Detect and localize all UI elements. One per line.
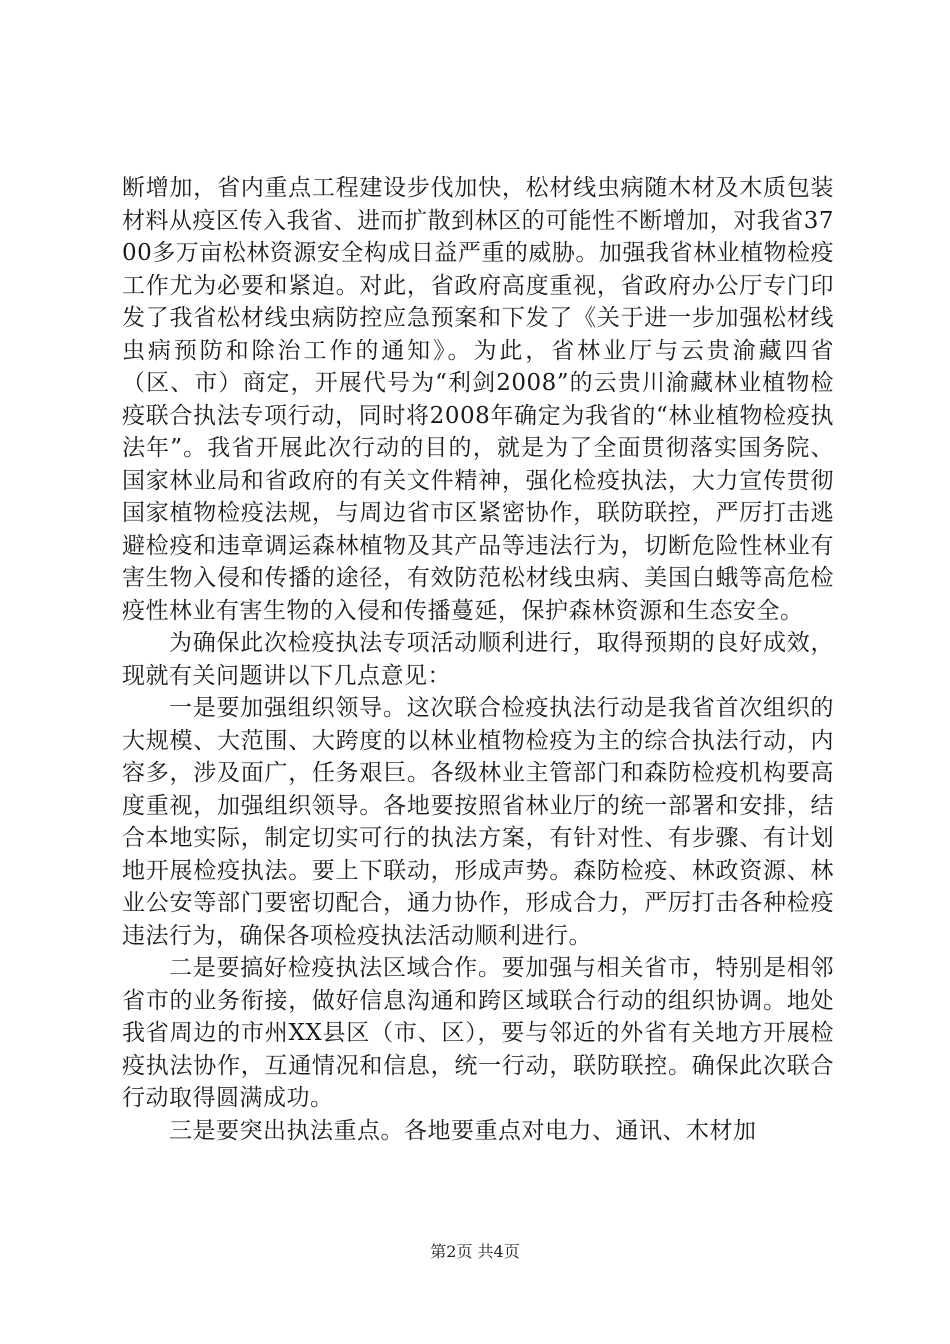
paragraph-2: 为确保此次检疫执法专项活动顺利进行，取得预期的良好成效，现就有关问题讲以下几点意见： [122, 630, 834, 689]
paragraph-3: 一是要加强组织领导。这次联合检疫执法行动是我省首次组织的大规模、大范围、大跨度的以林业植物检疫为主的综合执法行动，内容多，涉及面广，任务艰巨。各级林业主管部门和森防检疫机构要高度重视，加强组织领导。各地要按照省林业厅的统一部署和安排，结合本地实际，制定切实可行的执法方案，有针对性、有步骤、有计划地开展检疫执法。要上下联动，形成声势。森防检疫、林政资源、林业公安等部门要密切配合，通力协作，形成合力，严厉打击各种检疫违法行为，确保各项检疫执法活动顺利进行。 [122, 695, 834, 949]
paragraph-5: 三是要突出执法重点。各地要重点对电力、通讯、木材加 [169, 1117, 757, 1144]
page-number-footer: 第2页 共4页 [430, 1242, 520, 1261]
document-body [122, 172, 834, 1147]
paragraph-4: 二是要搞好检疫执法区域合作。要加强与相关省市，特别是相邻省市的业务衔接，做好信息沟通和跨区域联合行动的组织协调。地处我省周边的市州XX县区（市、区），要与邻近的外省有关地方开展检疫执法协作，互通情况和信息，统一行动，联防联控。确保此次联合行动取得圆满成功。 [122, 955, 834, 1111]
paragraph-1: 断增加，省内重点工程建设步伐加快，松材线虫病随木材及木质包装材料从疫区传入我省、进而扩散到林区的可能性不断增加，对我省3700多万亩松林资源安全构成日益严重的威胁。加强我省林业植物检疫工作尤为必要和紧迫。对此，省政府高度重视，省政府办公厅专门印发了我省松材线虫病防控应急预案和下发了《关于进一步加强松材线虫病预防和除治工作的通知》。为此，省林业厅与云贵渝藏四省（区、市）商定，开展代号为“利剑2008”的云贵川渝藏林业植物检疫联合执法专项行动，同时将2008年确定为我省的“林业植物检疫执法年”。我省开展此次行动的目的，就是为了全面贯彻落实国务院、国家林业局和省政府的有关文件精神，强化检疫执法，大力宣传贯彻国家植物检疫法规，与周边省市区紧密协作，联防联控，严厉打击逃避检疫和违章调运森林植物及其产品等违法行为，切断危险性林业有害生物入侵和传播的途径，有效防范松材线虫病、美国白蛾等高危检疫性林业有害生物的入侵和传播蔓延，保护森林资源和生态安全。 [122, 175, 834, 624]
